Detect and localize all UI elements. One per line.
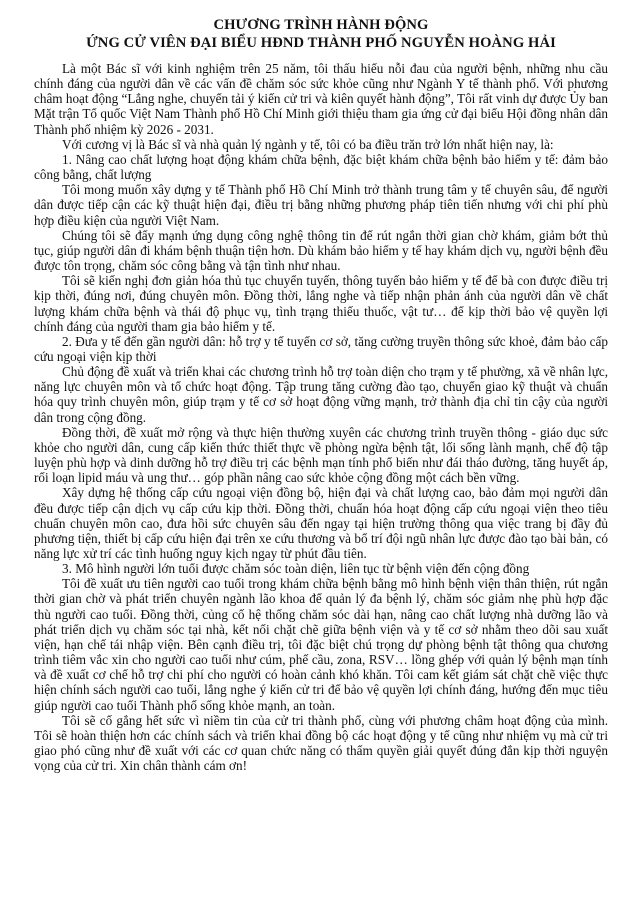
paragraph: Xây dựng hệ thống cấp cứu ngoại viện đồng bộ, hiện đại và chất lượng cao, bảo đảm mọi người dân đều được tiếp cận dịch vụ cấp cứu kịp thời. Đồng thời, chuẩn hóa hoạt động cấp cứu ngoại viện theo tiêu chuẩn chuyên môn cao, đưa hồi sức chuyên sâu đến ngay tại hiện trường thông qua việc trang bị đầy đủ phương tiện, thiết bị cấp cứu hiện đại trên xe cứu thương và bổ trí đội ngũ nhân lực được đào tạo bài bản, có năng lực xử trí các tình huống nguy kịch ngay từ phút đầu tiên. [34,485,608,561]
paragraph: Tôi đề xuất ưu tiên người cao tuổi trong khám chữa bệnh bằng mô hình bệnh viện thân thiện, rút ngắn thời gian chờ và phát triển chuyên ngành lão khoa để quản lý đa bệnh lý, chăm sóc giảm nhẹ phù hợp đặc thù người cao tuổi. Đồng thời, củng cố hệ thống chăm sóc dài hạn, nâng cao chất lượng nhà dưỡng lão và phát triển dịch vụ chăm sóc tại nhà, kết nối chặt chẽ giữa bệnh viện và y tế cơ sở nhằm theo dõi sau xuất viện, hạn chế tái nhập viện. Bên cạnh điều trị, tôi đặc biệt chú trọng dự phòng bệnh tật thông qua chương trình tiêm vắc xin cho người cao tuổi như cúm, phế cầu, zona, RSV… lồng ghép với quản lý bệnh mạn tính và đề xuất cơ chế hỗ trợ chi phí cho người có hoàn cảnh khó khăn. Tôi cam kết giám sát chặt chẽ việc thực hiện chính sách người cao tuổi, lắng nghe ý kiến cử tri để bảo vệ quyền lợi chính đáng, hướng đến mục tiêu giúp người cao tuổi Thành phố sống khỏe mạnh, an toàn. [34,576,608,713]
section-heading-1: 1. Nâng cao chất lượng hoạt động khám chữa bệnh, đặc biệt khám chữa bệnh bảo hiểm y tế: đảm bảo công bằng, chất lượng [34,151,608,183]
section-heading-3: 3. Mô hình người lớn tuổi được chăm sóc toàn diện, liên tục từ bệnh viện đến cộng đồng [62,561,530,577]
section-heading-2: 2. Đưa y tế đến gần người dân: hỗ trợ y tế tuyến cơ sở, tăng cường truyền thông sức khoẻ, đảm bảo cấp cứu ngoại viện kịp thời [34,333,608,364]
paragraph: Chủ động đề xuất và triển khai các chương trình hỗ trợ toàn diện cho trạm y tế phường, xã về nhân lực, năng lực chuyên môn và tổ chức hoạt động. Tập trung tăng cường đào tạo, chuyển giao kỹ thuật và chuẩn hóa quy trình chuyên môn, giúp trạm y tế cơ sở hoạt động vững mạnh, trở thành địa chỉ tin cậy của người dân trong cộng đồng. [34,364,608,425]
paragraph: Tôi sẽ kiến nghị đơn giản hóa thủ tục chuyển tuyến, thông tuyến bảo hiểm y tế để bà con được điều trị kịp thời, đúng nơi, đúng chuyên môn. Đồng thời, lắng nghe và tiếp nhận phản ánh của người dân về chất lượng khám chữa bệnh và thái độ phục vụ, tình trạng thiếu thuốc, vật tư… để kịp thời bảo vệ quyền lợi chính đáng của người tham gia bảo hiểm y tế. [34,273,608,334]
paragraph: Chúng tôi sẽ đẩy mạnh ứng dụng công nghệ thông tin để rút ngắn thời gian chờ khám, giảm bớt thủ tục, giúp người dân đi khám bệnh thuận tiện hơn. Dù khám bảo hiểm y tế hay khám dịch vụ, người bệnh đều được tôn trọng, chăm sóc công bằng và tận tình như nhau. [34,227,608,274]
paragraph-intro: Là một Bác sĩ với kinh nghiệm trên 25 năm, tôi thấu hiểu nỗi đau của người bệnh, những nhu cầu chính đáng của người dân về các vấn đề chăm sóc sức khỏe cũng như Ngành Y tế thành phố. Với phương châm hoạt động “Lắng nghe, chuyển tải ý kiến cử tri và kiên quyết hành động”, Tôi rất vinh dự được Ủy ban Mặt trận Tổ quốc Việt Nam Thành phố Hồ Chí Minh giới thiệu tham gia ứng cử đại biểu Hội đồng nhân dân Thành phố nhiệm kỳ 2026 - 2031. [34,61,608,137]
paragraph: Tôi mong muốn xây dựng y tế Thành phố Hồ Chí Minh trở thành trung tâm y tế chuyên sâu, để người dân được tiếp cận các kỹ thuật hiện đại, điều trị bằng những phương pháp tiên tiến nhưng với chi phí phù hợp điều kiện của người Việt Nam. [34,182,608,228]
paragraph: Đồng thời, đề xuất mở rộng và thực hiện thường xuyên các chương trình truyền thông - giáo dục sức khỏe cho người dân, cung cấp kiến thức thiết thực về phòng ngừa bệnh tật, lối sống lành mạnh, chế độ tập luyện phù hợp và dinh dưỡng hỗ trợ điều trị các bệnh mạn tính phổ biến như đái tháo đường, tăng huyết áp, rối loạn lipid máu và ung thư… góp phần nâng cao sức khỏe cộng đồng một cách bền vững. [34,424,608,486]
document-title: CHƯƠNG TRÌNH HÀNH ĐỘNG [213,17,429,33]
document-body [34,61,608,773]
paragraph-closing: Tôi sẽ cố gắng hết sức vì niềm tin của cử tri thành phố, cùng với phương châm hoạt động của mình. Tôi sẽ hoàn thiện hơn các chính sách và triển khai đồng bộ các hoạt động y tế cũng như nhiệm vụ mà cử tri giao phó cũng như đề xuất với các cơ quan chức năng có thẩm quyền giải quyết đúng đắn kịp thời nguyện vọng của cử tri. Xin chân thành cám ơn! [34,712,608,774]
document-subtitle: ỨNG CỬ VIÊN ĐẠI BIỂU HĐND THÀNH PHỐ NGUYỄN HOÀNG HẢI [86,35,556,51]
paragraph-concerns: Với cương vị là Bác sĩ và nhà quản lý ngành y tế, tôi có ba điều trăn trở lớn nhất hiện nay, là: [62,136,554,152]
